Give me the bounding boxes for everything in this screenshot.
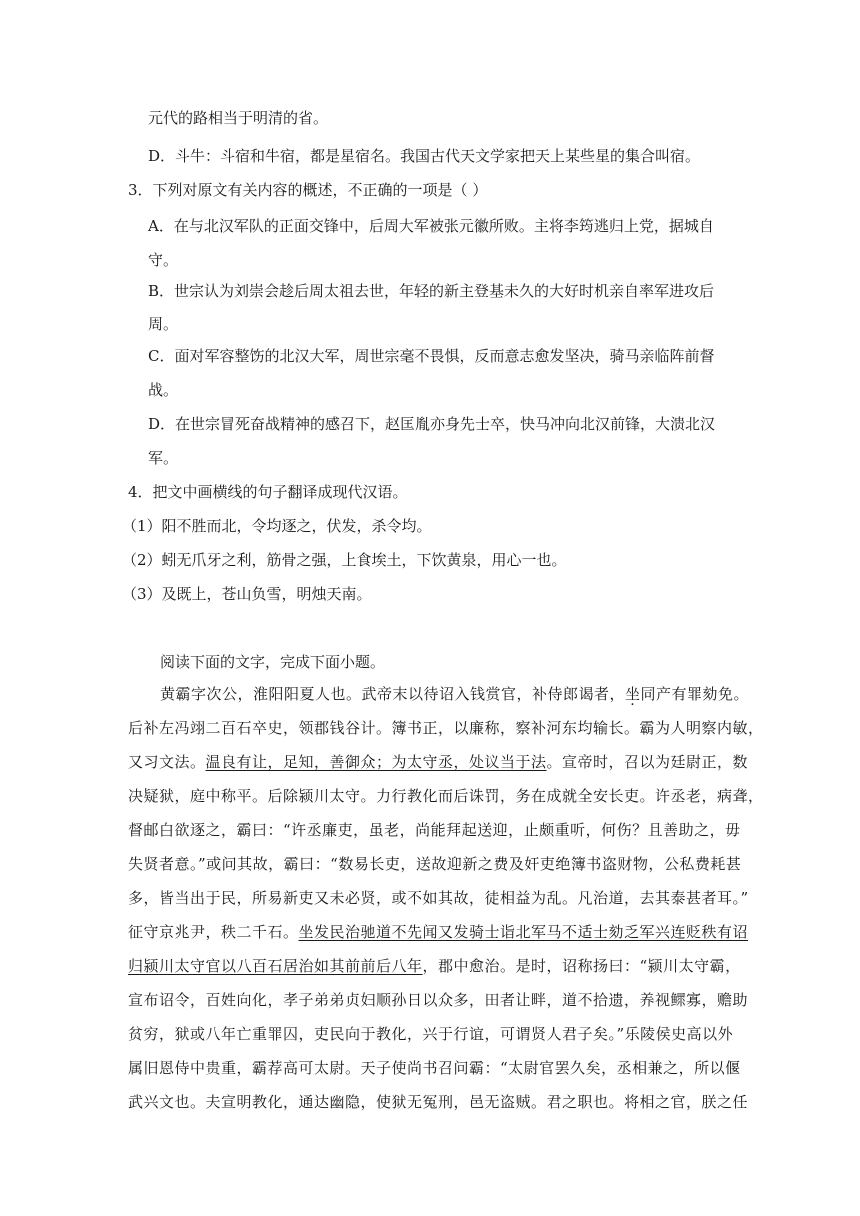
translation-item-1: （1）阳不胜而北，令均逐之，伏发，杀令均。 xyxy=(122,517,432,535)
option-c-cont: 战。 xyxy=(148,381,179,399)
passage-line: 归颍川太守官以八百石居治如其前前后八年，郡中愈治。是时，诏称扬曰：“颍川太守霸， xyxy=(128,957,741,975)
passage-line: 征守京兆尹，秩二千石。坐发民治驰道不先闻又发骑士诣北军马不适士劾乏军兴连贬秩有诏 xyxy=(128,923,749,941)
option-a-cont: 守。 xyxy=(148,251,179,269)
option-b-cont: 周。 xyxy=(148,315,179,333)
option-d: D．在世宗冒死奋战精神的感召下，赵匡胤亦身先士卒，快马冲向北汉前锋，大溃北汉 xyxy=(148,415,716,433)
option-c: C．面对军容整饬的北汉大军，周世宗毫不畏惧，反而意志愈发坚决，骑马亲临阵前督 xyxy=(148,347,715,365)
translation-item-2: （2）蚓无爪牙之利，筋骨之强，上食埃土，下饮黄泉，用心一也。 xyxy=(122,551,567,569)
passage-line: 黄霸字次公，淮阳阳夏人也。武帝末以待诏入钱赏官，补侍郎谒者，坐同产有罪劾免。 xyxy=(160,685,750,703)
passage-line: 贫穷，狱或八年亡重罪囚，吏民向于教化，兴于行谊，可谓贤人君子矣。”乐陵侯史高以外 xyxy=(128,1025,734,1043)
passage-line: 属旧恩侍中贵重，霸荐高可太尉。天子使尚书召问霸：“太尉官罢久矣，丞相兼之，所以偃 xyxy=(128,1059,741,1077)
passage-line: 失贤者意。”或问其故，霸曰：“数易长吏，送故迎新之费及奸吏绝簿书盗财物，公私费耗甚 xyxy=(128,855,742,873)
passage-line: 多，皆当出于民，所易新吏又未必贤，或不如其故，徒相益为乱。凡治道，去其泰甚者耳。” xyxy=(128,889,749,907)
question-4-stem: 4．把文中画横线的句子翻译成现代汉语。 xyxy=(128,483,408,501)
underlined-sentence: 归颍川太守官以八百石居治如其前前后八年 xyxy=(128,957,423,975)
text-line: 元代的路相当于明清的省。 xyxy=(148,109,329,127)
reading-instruction: 阅读下面的文字，完成下面小题。 xyxy=(160,653,386,671)
option-b: B．世宗认为刘崇会趁后周太祖去世，年轻的新主登基未久的大好时机亲自率军进攻后 xyxy=(148,282,715,300)
text-line: D．斗牛：斗宿和牛宿，都是星宿名。我国古代天文学家把天上某些星的集合叫宿。 xyxy=(148,147,701,165)
passage-line: 宣布诏令，百姓向化，孝子弟弟贞妇顺孙日以众多，田者让畔，道不拾遗，养视鳏寡，赡助 xyxy=(128,991,749,1009)
passage-line: 督邮白欲逐之，霸曰：“许丞廉吏，虽老，尚能拜起送迎，止颇重听，何伤？且善助之，毋 xyxy=(128,821,741,839)
underlined-sentence: 温良有让，足知，善御众；为太守丞，处议当于法 xyxy=(205,753,547,771)
passage-line: 武兴文也。夫宣明教化，通达幽隐，使狱无冤刑，邑无盗贼。君之职也。将相之官，朕之任 xyxy=(128,1093,749,1111)
passage-line: 又习文法。温良有让，足知，善御众；为太守丞，处议当于法。宣帝时，召以为廷尉正，数 xyxy=(128,753,749,771)
question-3-stem: 3．下列对原文有关内容的概述，不正确的一项是（ ） xyxy=(128,181,488,199)
option-d-cont: 军。 xyxy=(148,449,179,467)
emphasis-dot: 坐 xyxy=(625,685,641,703)
underlined-sentence: 坐发民治驰道不先闻又发骑士诣北军马不适士劾乏军兴连贬秩有诏 xyxy=(298,923,749,941)
passage-line: 决疑狱，庭中称平。后除颍川太守。力行教化而后诛罚，务在成就全安长吏。许丞老，病聋， xyxy=(128,787,764,805)
passage-line: 后补左冯翊二百石卒史，领郡钱谷计。簿书正，以廉称，察补河东均输长。霸为人明察内敏， xyxy=(128,719,764,737)
translation-item-3: （3）及既上，苍山负雪，明烛天南。 xyxy=(122,585,372,603)
option-a: A．在与北汉军队的正面交锋中，后周大军被张元徽所败。主将李筠逃归上党，据城自 xyxy=(148,217,714,235)
